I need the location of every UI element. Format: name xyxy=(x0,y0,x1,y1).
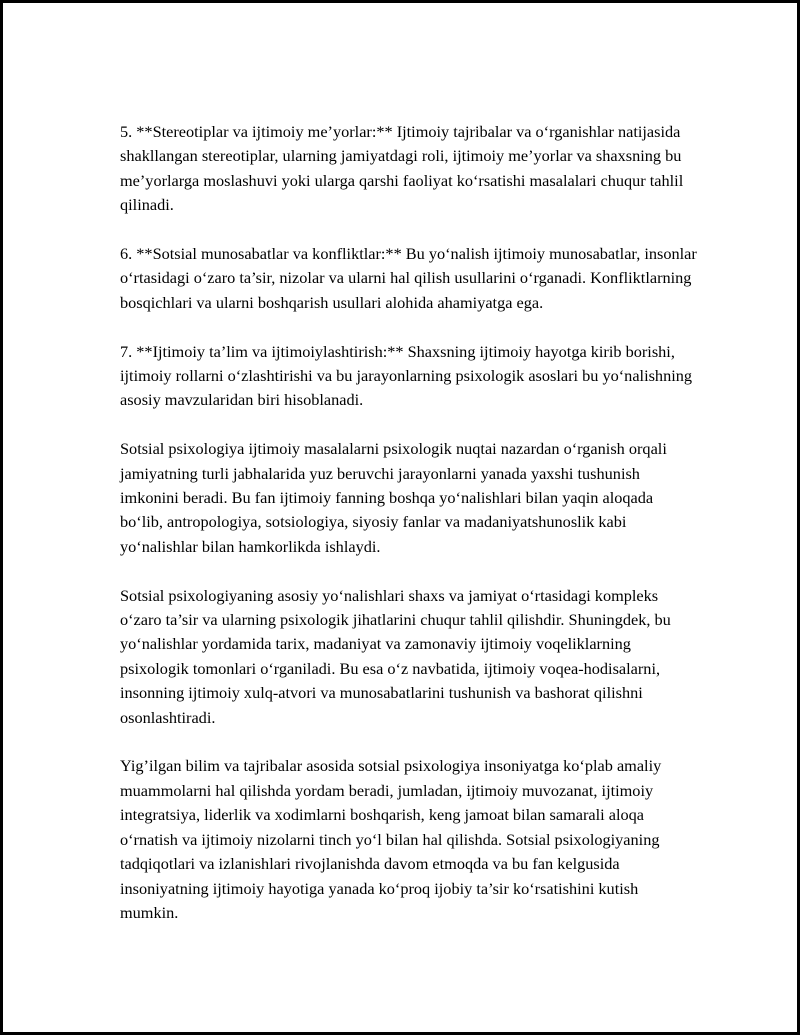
paragraph-social-relations: 6. **Sotsial munosabatlar va konfliktlar:** Bu yo‘nalish ijtimoiy munosabatlar, insonlar o‘rtasidagi o‘zaro ta’sir, nizolar va ularni hal qilish usullarini o‘rganadi. Konfliktlarning bosqichlari va ularni boshqarish usullari alohida ahamiyatga ega. xyxy=(120,244,697,312)
paragraph-social-psychology-overview: Sotsial psixologiya ijtimoiy masalalarni psixologik nuqtai nazardan o‘rganish orqali jamiyatning turli jabhalarida yuz beruvchi jarayonlarni yanada yaxshi tushunish imkonini beradi. Bu fan ijtimoiy fanning boshqa yo‘nalishlari bilan yaqin aloqada bo‘lib, antropologiya, sotsiologiya, siyosiy fanlar va madaniyatshunoslik kabi yo‘nalishlar bilan hamkorlikda ishlaydi. xyxy=(120,439,667,556)
paragraph-main-directions: Sotsial psixologiyaning asosiy yo‘nalishlari shaxs va jamiyat o‘rtasidagi kompleks o‘zaro ta’sir va ularning psixologik jihatlarini chuqur tahlil qilishdir. Shuningdek, bu yo‘nalishlar yordamida tarix, madaniyat va zamonaviy ijtimoiy voqeliklarning psixologik tomonlari o‘rganiladi. Bu esa o‘z navbatida, ijtimoiy voqea-hodisalarni, insonning ijtimoiy xulq-atvori va munosabatlarini tushunish va bashorat qilishni osonlashtiradi. xyxy=(120,585,671,727)
paragraph-stereotypes: 5. **Stereotiplar va ijtimoiy me’yorlar:** Ijtimoiy tajribalar va o‘rganishlar natijasida shakllangan stereotiplar, ularning jamiyatdagi roli, ijtimoiy me’yorlar va shaxsning bu me’yorlarga moslashuvi yoki ularga qarshi faoliyat ko‘rsatishi masalalari chuqur tahlil qilinadi. xyxy=(120,122,684,215)
paragraph-socialization: 7. **Ijtimoiy ta’lim va ijtimoiylashtirish:** Shaxsning ijtimoiy hayotga kirib borishi, ijtimoiy rollarni o‘zlashtirishi va bu jarayonlarning psixologik asoslari bu yo‘nalishning asosiy mavzularidan biri hisoblanadi. xyxy=(120,341,693,410)
paragraph-conclusion: Yig’ilgan bilim va tajribalar asosida sotsial psixologiya insoniyatga ko‘plab amaliy muammolarni hal qilishda yordam beradi, jumladan, ijtimoiy muvozanat, ijtimoiy integratsiya, liderlik va xodimlarni boshqarish, keng jamoat bilan samarali aloqa o‘rnatish va ijtimoiy nizolarni tinch yo‘l bilan hal qilishda. Sotsial psixologiyaning tadqiqotlari va izlanishlari rivojlanishda davom etmoqda va bu fan kelgusida insoniyatning ijtimoiy hayotiga yanada ko‘proq ijobiy ta’sir ko‘rsatishini kutish mumkin. xyxy=(120,756,662,922)
document-body xyxy=(120,120,700,925)
